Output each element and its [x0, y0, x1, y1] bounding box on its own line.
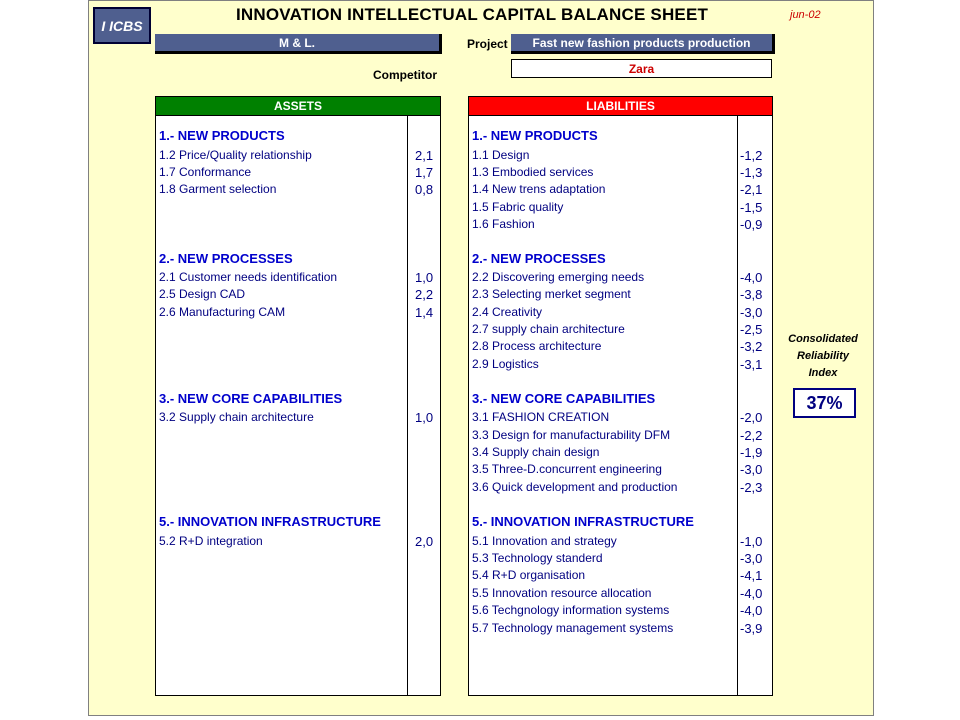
- table-row-label: 1.8 Garment selection: [159, 182, 277, 196]
- table-row-label: 3.3 Design for manufacturability DFM: [472, 428, 671, 442]
- table-row-label: 1.1 Design: [472, 148, 530, 162]
- table-row-value: -1,5: [740, 200, 763, 215]
- table-row-label: 3.1 FASHION CREATION: [472, 410, 610, 424]
- table-row-label: 2.6 Manufacturing CAM: [159, 305, 286, 319]
- table-row-label: 2.4 Creativity: [472, 305, 543, 319]
- table-row-value: -4,0: [740, 603, 763, 618]
- table-row-label: 3.6 Quick development and production: [472, 480, 678, 494]
- assets-header: ASSETS: [156, 97, 440, 116]
- table-row-label: 2.8 Process architecture: [472, 339, 602, 353]
- index-label-line: Index: [808, 367, 838, 379]
- section-heading: 1.- NEW PRODUCTS: [159, 128, 285, 143]
- table-row-label: 3.5 Three-D.concurrent engineering: [472, 462, 662, 476]
- table-row-label: 5.3 Technology standerd: [472, 551, 603, 565]
- table-row-label: 5.7 Technology management systems: [472, 621, 674, 635]
- table-row-value: -0,9: [740, 217, 763, 232]
- table-row-value: 1,4: [415, 305, 434, 320]
- section-heading: 1.- NEW PRODUCTS: [472, 128, 598, 143]
- table-row-label: 3.4 Supply chain design: [472, 445, 600, 459]
- table-row-value: -3,9: [740, 621, 763, 636]
- index-label-line: Consolidated: [788, 333, 858, 345]
- index-label-line: Reliability: [797, 350, 849, 362]
- table-row-label: 2.5 Design CAD: [159, 287, 246, 301]
- competitor-label: Competitor: [373, 68, 437, 82]
- project-label: Project: [467, 37, 508, 51]
- table-row-value: -1,0: [740, 534, 763, 549]
- table-row-value: 1,0: [415, 410, 434, 425]
- sheet-date: jun-02: [790, 9, 821, 21]
- table-row-label: 5.2 R+D integration: [159, 534, 263, 548]
- table-row-value: 2,1: [415, 148, 434, 163]
- reliability-index-label: [778, 331, 868, 382]
- section-heading: 3.- NEW CORE CAPABILITIES: [159, 391, 343, 406]
- table-row-label: 5.1 Innovation and strategy: [472, 534, 617, 548]
- table-row-value: -3,0: [740, 551, 763, 566]
- table-row-value: 1,0: [415, 270, 434, 285]
- section-heading: 5.- INNOVATION INFRASTRUCTURE: [159, 514, 381, 529]
- table-row-value: -3,0: [740, 462, 763, 477]
- table-row-label: 1.2 Price/Quality relationship: [159, 148, 312, 162]
- table-row-label: 5.4 R+D organisation: [472, 568, 586, 582]
- value-column-divider: [737, 115, 738, 695]
- table-row-value: -1,3: [740, 165, 763, 180]
- section-heading: 5.- INNOVATION INFRASTRUCTURE: [472, 514, 694, 529]
- table-row-label: 2.3 Selecting merket segment: [472, 287, 631, 301]
- table-row-value: -3,1: [740, 357, 763, 372]
- table-row-value: -3,8: [740, 287, 763, 302]
- table-row-label: 1.6 Fashion: [472, 217, 535, 231]
- table-row-label: 1.4 New trens adaptation: [472, 182, 606, 196]
- reliability-index-value: 37%: [793, 388, 856, 418]
- table-row-label: 1.5 Fabric quality: [472, 200, 564, 214]
- table-row-value: -2,2: [740, 428, 763, 443]
- liabilities-table: [468, 96, 773, 696]
- table-row-value: -4,0: [740, 586, 763, 601]
- table-row-value: -3,0: [740, 305, 763, 320]
- table-row-value: 2,0: [415, 534, 434, 549]
- page-title: INNOVATION INTELLECTUAL CAPITAL BALANCE SHEET: [236, 5, 709, 24]
- table-row-label: 2.9 Logistics: [472, 357, 539, 371]
- table-row-value: -2,3: [740, 480, 763, 495]
- value-column-divider: [407, 115, 408, 695]
- section-heading: 2.- NEW PROCESSES: [472, 251, 606, 266]
- table-row-label: 2.1 Customer needs identification: [159, 270, 338, 284]
- table-row-label: 5.5 Innovation resource allocation: [472, 586, 652, 600]
- table-row-value: -4,0: [740, 270, 763, 285]
- section-heading: 3.- NEW CORE CAPABILITIES: [472, 391, 656, 406]
- competitor-field: Zara: [511, 59, 772, 78]
- section-heading: 2.- NEW PROCESSES: [159, 251, 293, 266]
- table-row-label: 1.3 Embodied services: [472, 165, 594, 179]
- assets-table: [155, 96, 441, 696]
- liabilities-header: LIABILITIES: [469, 97, 772, 116]
- table-row-value: 0,8: [415, 182, 434, 197]
- table-row-value: 2,2: [415, 287, 434, 302]
- table-row-value: -4,1: [740, 568, 763, 583]
- table-row-label: 5.6 Techgnology information systems: [472, 603, 670, 617]
- table-row-label: 1.7 Conformance: [159, 165, 252, 179]
- table-row-label: 3.2 Supply chain architecture: [159, 410, 314, 424]
- table-row-value: -2,0: [740, 410, 763, 425]
- table-row-value: -1,9: [740, 445, 763, 460]
- project-name-field: Fast new fashion products production: [511, 34, 775, 54]
- company-name-field: M & L.: [155, 34, 442, 54]
- table-row-label: 2.7 supply chain architecture: [472, 322, 625, 336]
- table-row-label: 2.2 Discovering emerging needs: [472, 270, 645, 284]
- table-row-value: -1,2: [740, 148, 763, 163]
- table-row-value: 1,7: [415, 165, 434, 180]
- table-row-value: -2,5: [740, 322, 763, 337]
- table-row-value: -3,2: [740, 339, 763, 354]
- iicbs-logo: I ICBS: [93, 7, 151, 44]
- table-row-value: -2,1: [740, 182, 763, 197]
